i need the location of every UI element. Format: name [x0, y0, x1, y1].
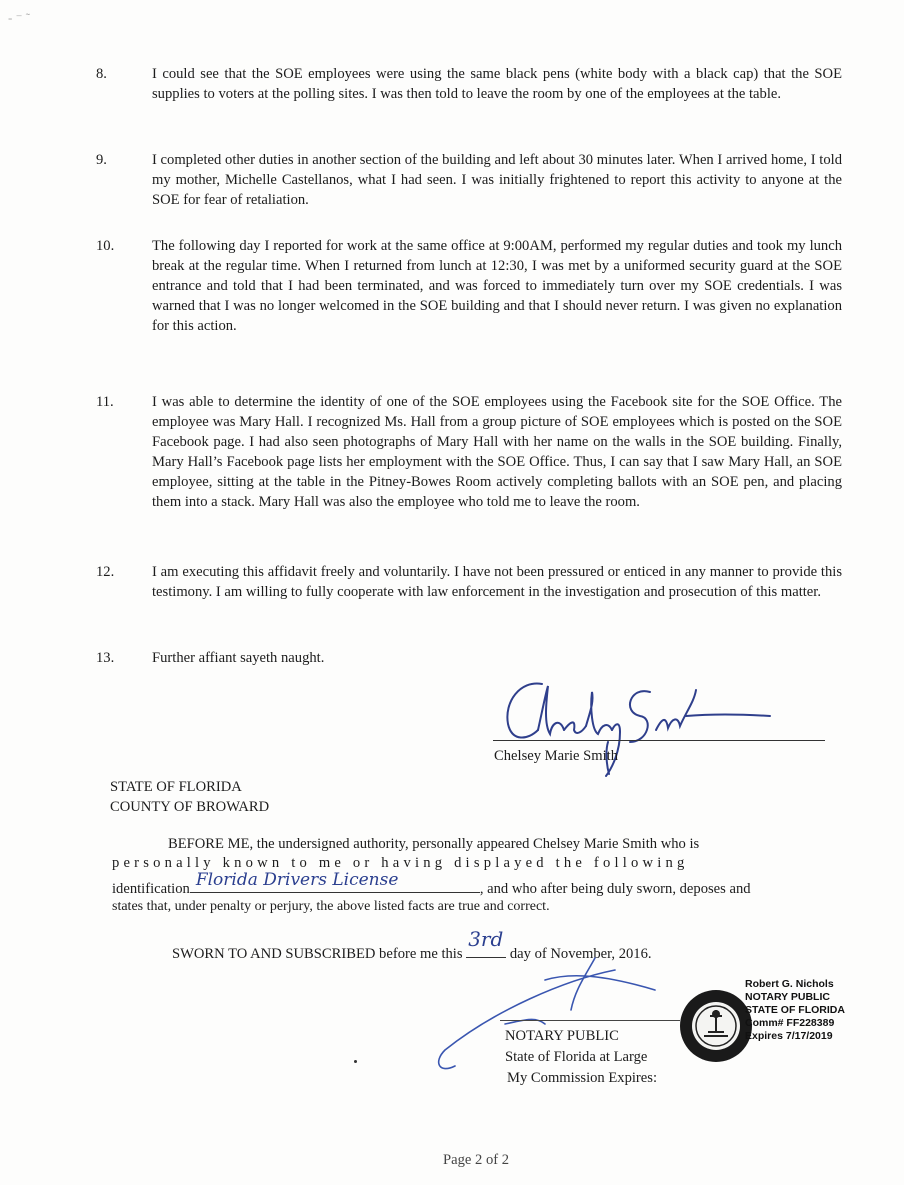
stamp-title: NOTARY PUBLIC	[745, 991, 830, 1003]
page-number: Page 2 of 2	[443, 1152, 510, 1168]
paragraph-text: Further affiant sayeth naught.	[152, 650, 325, 666]
sworn-day-handwritten: 3rd	[468, 927, 504, 951]
identification-suffix: , and who after being duly sworn, deposes and	[479, 881, 751, 897]
paragraph-number: 11.	[96, 394, 114, 410]
paragraph-10	[96, 236, 856, 366]
state-heading: STATE OF FLORIDA	[110, 779, 242, 795]
jurat-line-4: states that, under penalty or perjury, the above listed facts are true and correct.	[112, 899, 550, 914]
paragraph-11	[96, 392, 856, 552]
affiant-name: Chelsey Marie Smith	[494, 748, 619, 764]
stamp-name: Robert G. Nichols	[745, 978, 834, 990]
notary-title: NOTARY PUBLIC	[505, 1028, 619, 1044]
stray-mark	[354, 1060, 357, 1063]
paragraph-number: 13.	[96, 650, 115, 666]
paragraph-number: 10.	[96, 238, 115, 254]
paragraph-8	[96, 64, 856, 128]
paragraph-13	[96, 648, 856, 672]
paragraph-text: I am executing this affidavit freely and voluntarily. I have not been pressured or enticed in any manner to provide this testimony. I am willing to fully cooperate with law enforcement in the investigation and prosecution of this matter.	[152, 564, 842, 600]
stamp-commission: Comm# FF228389	[745, 1017, 835, 1029]
sworn-suffix: day of November, 2016.	[509, 946, 652, 962]
notary-stamp	[745, 978, 845, 1043]
signature-line	[493, 740, 825, 741]
paragraph-number: 12.	[96, 564, 115, 580]
notary-commission-line: My Commission Expires:	[507, 1070, 657, 1086]
paragraph-text: The following day I reported for work at the same office at 9:00AM, performed my regular duties and took my lunch break at the regular time. When I returned from lunch at 12:30, I was met by a uniformed security guard at the SOE entrance and told that I had been terminated, and was forced to immediately turn over my SOE credentials. I was warned that I was no longer welcomed in the SOE building and that I should never return. I was given no explanation for this action.	[152, 238, 842, 334]
paragraph-text: I completed other duties in another section of the building and left about 30 minutes later. When I arrived home, I told my mother, Michelle Castellanos, what I had seen. I was initially frightened to report this activity to anyone at the SOE for fear of retaliation.	[152, 152, 842, 208]
paragraph-number: 9.	[96, 152, 107, 168]
sworn-prefix: SWORN TO AND SUBSCRIBED before me this	[172, 946, 463, 962]
scan-artifact: - ⁻ ˜	[8, 10, 31, 25]
notary-signature-line	[500, 1020, 680, 1021]
paragraph-12	[96, 562, 856, 626]
paragraph-text: I was able to determine the identity of one of the SOE employees using the Facebook site for the SOE Office. The employee was Mary Hall. I recognized Ms. Hall from a group picture of SOE employees which is posted on the SOE Facebook page. I had also seen photographs of Mary Hall with her name on the walls in the SOE building. Finally, Mary Hall’s Facebook page lists her employment with the SOE Office. Thus, I can say that I saw Mary Hall, an SOE employee, sitting at the table in the Pitney-Bowes Room actively completing ballots with an SOE pen, and placing them into a stack. Mary Hall was also the employee who told me to leave the room.	[152, 394, 842, 510]
identification-handwritten: Florida Drivers License	[195, 870, 399, 890]
jurat-line-3	[112, 870, 751, 899]
stamp-expiry: Expires 7/17/2019	[745, 1030, 833, 1042]
identification-label: identification	[112, 881, 190, 897]
paragraph-number: 8.	[96, 66, 107, 82]
stamp-state: STATE OF FLORIDA	[745, 1004, 845, 1016]
identification-field	[190, 870, 480, 893]
paragraph-text: I could see that the SOE employees were using the same black pens (white body with a black cap) that the SOE supplies to voters at the polling sites. I was then told to leave the room by one of the employees at the table.	[152, 66, 842, 102]
notary-seal	[678, 988, 754, 1064]
notary-state-line: State of Florida at Large	[505, 1049, 648, 1065]
jurat-line-2: personally known to me or having displayed the following	[112, 855, 689, 871]
county-heading: COUNTY OF BROWARD	[110, 799, 270, 815]
paragraph-9	[96, 150, 856, 214]
jurat-line-1: BEFORE ME, the undersigned authority, personally appeared Chelsey Marie Smith who is	[168, 836, 700, 852]
